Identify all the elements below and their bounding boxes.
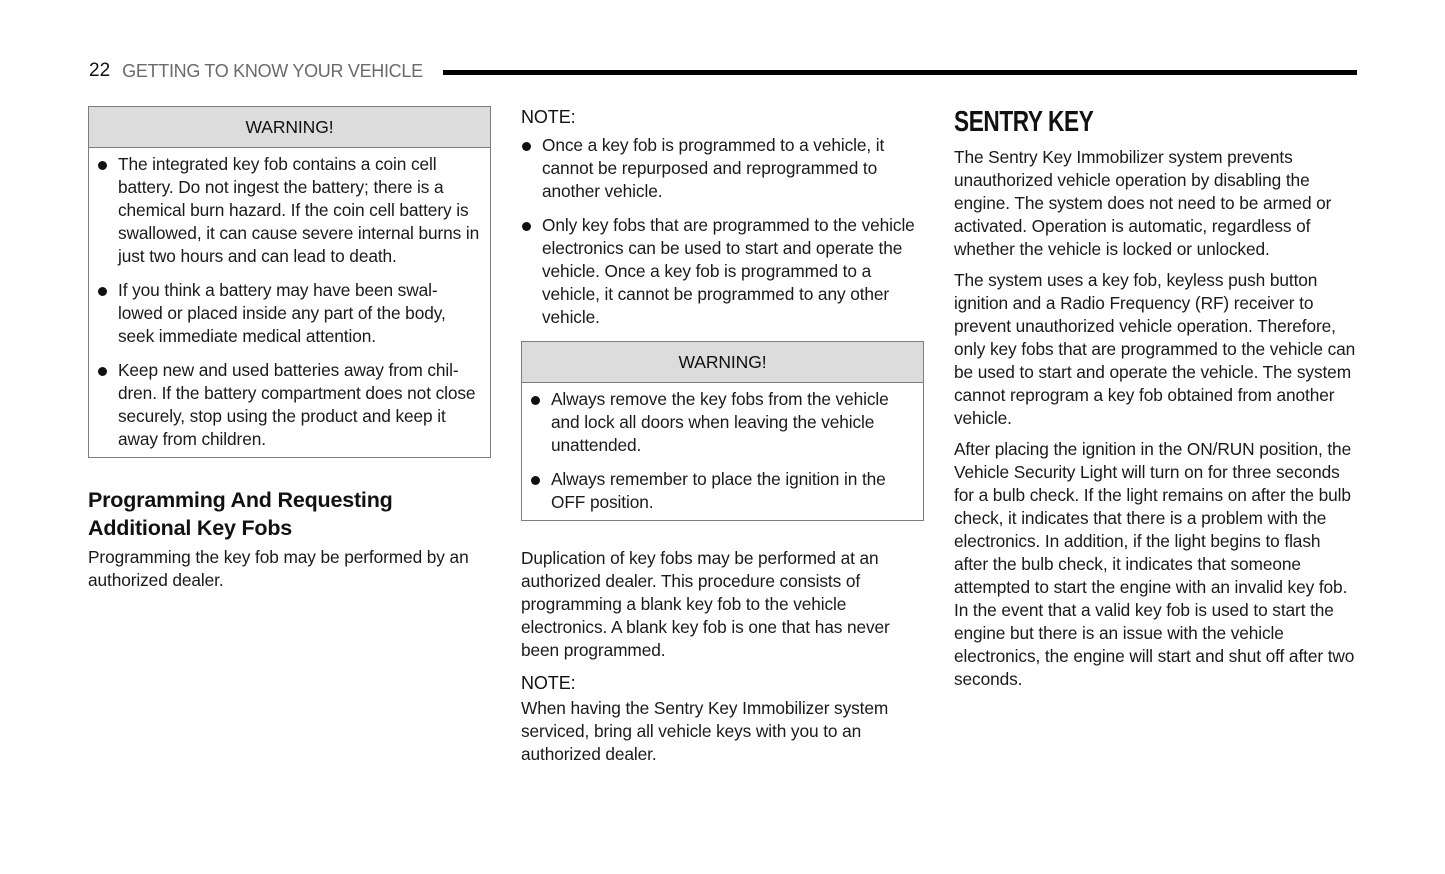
bullet-icon <box>98 287 107 296</box>
column-2 <box>521 106 924 774</box>
note-item: Once a key fob is programmed to a vehicle, it cannot be repurposed and reprogrammed to another vehicle. <box>521 134 924 203</box>
bullet-icon <box>522 222 531 231</box>
bullet-icon <box>98 367 107 376</box>
paragraph: Programming the key fob may be performed by an authorized dealer. <box>88 547 469 590</box>
warning-box <box>521 341 924 521</box>
warning-list <box>97 153 480 451</box>
warning-item: If you think a battery may have been swal-lowed or placed inside any part of the body, seek immediate medical attention. <box>97 279 480 348</box>
section-heading: SENTRY KEY <box>954 106 1094 138</box>
note-item: Only key fobs that are programmed to the vehicle electronics can be used to start and operate the vehicle. Once a key fob is programmed to a vehicle, it cannot be programmed to any other vehicle. <box>521 214 924 329</box>
paragraph: The Sentry Key Immobilizer system prevents unauthorized vehicle operation by disabling the engine. The system does not need to be armed or activated. Operation is automatic, regardless of whether the vehicle is locked or unlocked. <box>954 147 1332 259</box>
bullet-icon <box>98 161 107 170</box>
note-text: When having the Sentry Key Immobilizer system serviced, bring all vehicle keys with you to an authorized dealer. <box>521 698 889 764</box>
section-title: GETTING TO KNOW YOUR VEHICLE <box>122 60 423 81</box>
warning-title: WARNING! <box>89 107 490 148</box>
column-3 <box>954 106 1357 699</box>
note-label: NOTE: <box>521 673 576 693</box>
header-rule <box>443 70 1357 75</box>
warning-list <box>530 388 913 514</box>
warning-item: Always remember to place the ignition in the OFF position. <box>530 468 913 514</box>
warning-item: The integrated key fob contains a coin cell battery. Do not ingest the battery; there is a chemical burn hazard. If the coin cell battery is swallowed, it can cause severe internal burns in just two hours and can lead to death. <box>97 153 480 268</box>
note-list <box>521 134 924 329</box>
warning-item: Keep new and used batteries away from chil-dren. If the battery compartment does not close securely, stop using the product and keep it away from children. <box>97 359 480 451</box>
warning-title: WARNING! <box>522 342 923 383</box>
bullet-icon <box>531 476 540 485</box>
section-subheading: Programming And Requesting Additional Key Fobs <box>88 488 393 540</box>
page-header <box>89 58 1357 84</box>
warning-item: Always remove the key fobs from the vehicle and lock all doors when leaving the vehicle unattended. <box>530 388 913 457</box>
bullet-icon <box>522 142 531 151</box>
note-label: NOTE: <box>521 107 576 127</box>
paragraph: The system uses a key fob, keyless push button ignition and a Radio Frequency (RF) receiver to prevent unauthorized vehicle operation. Therefore, only key fobs that are programmed to the vehicle can be used to start and operate the vehicle. The system cannot reprogram a key fob obtained from another vehicle. <box>954 270 1356 428</box>
column-1 <box>88 106 491 600</box>
warning-box <box>88 106 491 458</box>
paragraph: Duplication of key fobs may be performed at an authorized dealer. This procedure consists of programming a blank key fob to the vehicle electronics. A blank key fob is one that has never been programmed. <box>521 548 890 660</box>
paragraph: After placing the ignition in the ON/RUN position, the Vehicle Security Light will turn on for three seconds for a bulb check. If the light remains on after the bulb check, it indicates that there is a problem with the electronics. In addition, if the light begins to flash after the bulb check, it indicates that someone attempted to start the engine with an invalid key fob. In the event that a valid key fob is used to start the engine but there is an issue with the vehicle electronics, the engine will start and shut off after two seconds. <box>954 439 1355 689</box>
bullet-icon <box>531 396 540 405</box>
page-number: 22 <box>89 60 111 81</box>
